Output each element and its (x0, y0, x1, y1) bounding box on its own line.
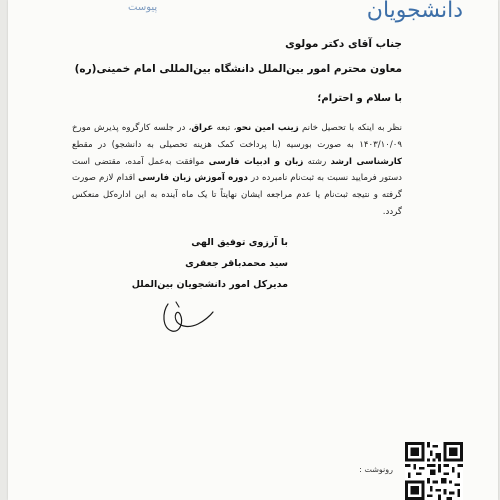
degree-level: کارشناسی ارشد (330, 156, 402, 167)
body-text-1: نظر به اینکه با تحصیل خانم (298, 123, 402, 133)
student-name: زینب امین نحو (236, 123, 299, 133)
qr-code (405, 442, 463, 500)
greeting: با سلام و احترام؛ (317, 93, 402, 104)
header-attachment (128, 0, 157, 13)
body-text-2: ، تبعه (213, 123, 237, 133)
addressee-position: معاون محترم امور بین‌الملل دانشگاه بین‌المللی امام خمینی(ره) (74, 63, 402, 75)
letter-body (72, 120, 402, 221)
course-name: دوره آموزش زبان فارسی (138, 173, 248, 184)
handwritten-signature (158, 298, 218, 338)
addressee-name: جناب آقای دکتر مولوی (285, 38, 402, 50)
field-of-study: زبان و ادبیات فارسی (208, 156, 304, 167)
body-text-3: ، در جلسه کارگروه پذیرش مورخ ۱۴۰۳/۱۰/۰۹ به صورت بورسیه (با پرداخت کمک هزینه تحصیلی به دانشجو) در مقطع (72, 123, 402, 150)
signature-block (132, 232, 288, 295)
body-text-5: موافقت به‌عمل آمده، مقتضی است دستور فرمایید نسبت به ثبت‌نام نامبرده در (72, 156, 403, 184)
signer-name: سید محمدباقر جعفری (185, 258, 288, 269)
attachment-label: پیوست (128, 2, 158, 13)
letter-page (8, 0, 498, 500)
cc-label: رونوشت : (359, 465, 393, 474)
closing-line: با آرزوی توفیق الهی (191, 237, 288, 248)
signer-title: مدیرکل امور دانشجویان بین‌الملل (131, 279, 288, 290)
body-text-4: رشته (303, 156, 331, 167)
student-nationality: عراق (191, 123, 214, 133)
body-text-6: اقدام لازم صورت گرفته و نتیجه ثبت‌نام یا عدم مراجعه ایشان نهایتاً تا یک ماه آینده به این اداره‌کل منعکس گردد. (72, 173, 402, 217)
organization-logo: دانشجویان (366, 0, 463, 23)
